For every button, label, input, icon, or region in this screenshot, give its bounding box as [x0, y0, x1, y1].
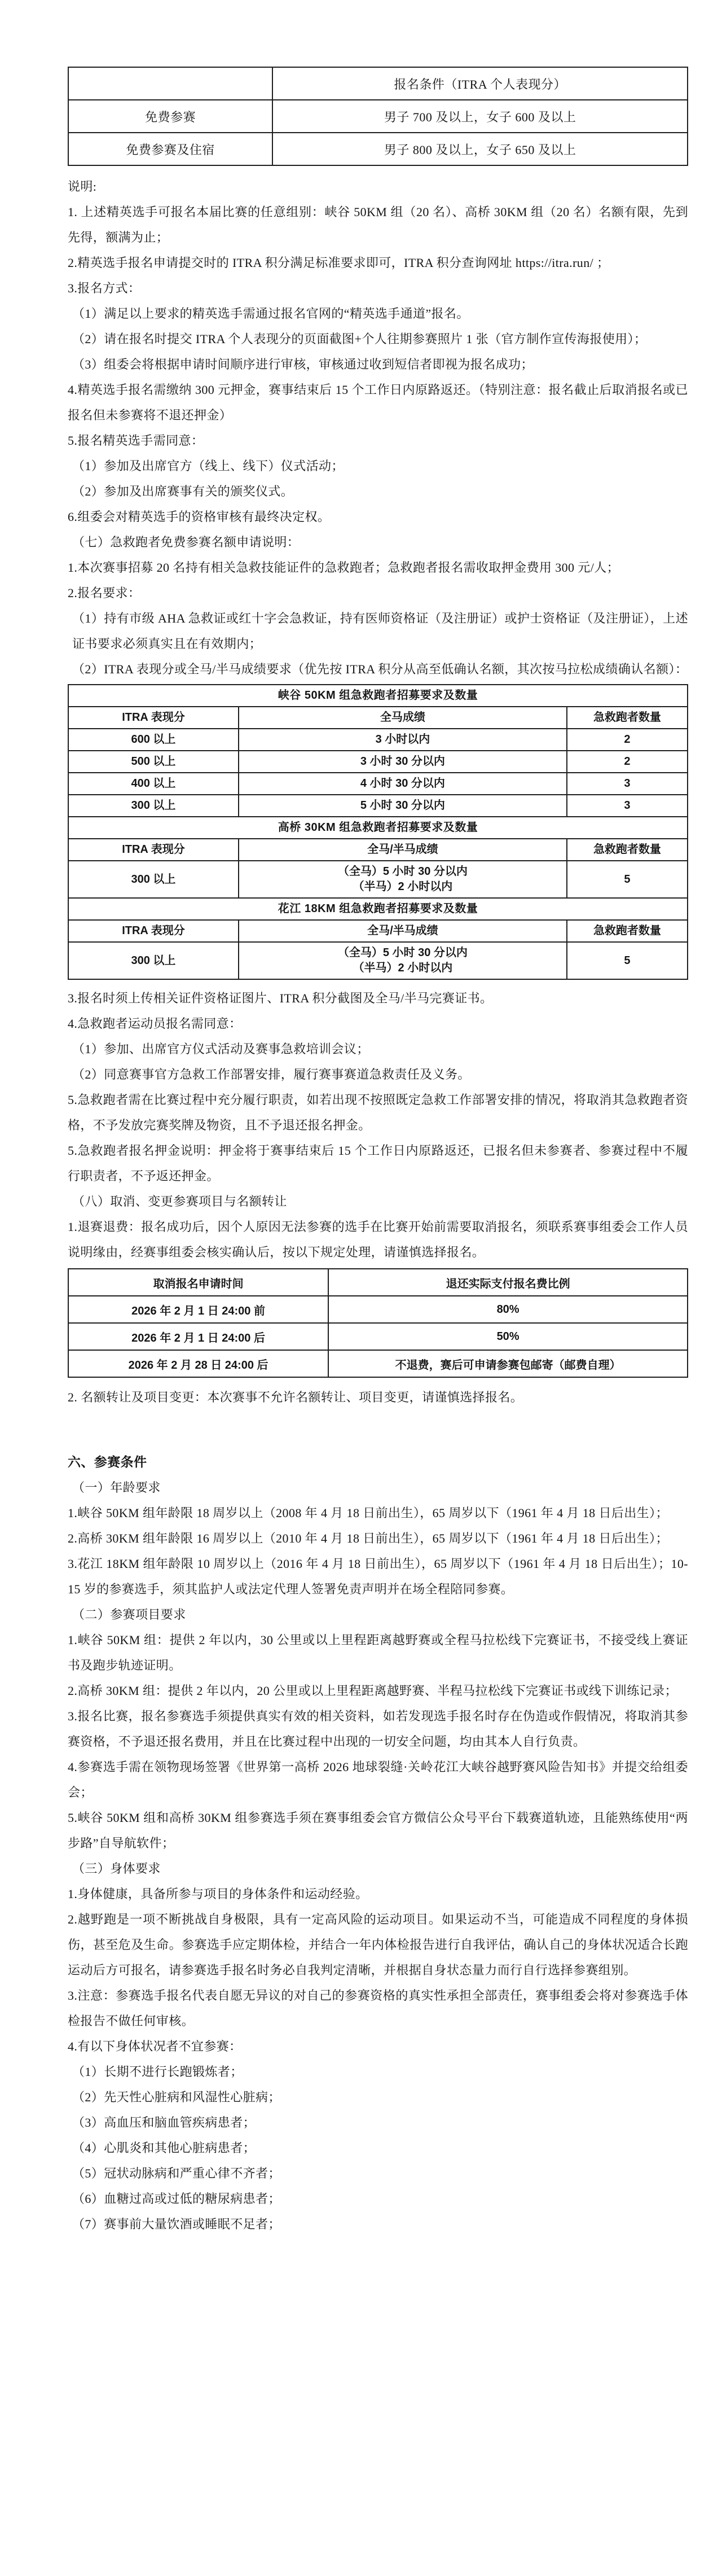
- elite-cell-blank: [68, 67, 272, 100]
- six-para-2: 1.峡谷 50KM 组年龄限 18 周岁以上（2008 年 4 月 18 日前出生），65 周岁以下（1961 年 4 月 18 日后出生）；: [68, 1506, 668, 1520]
- runner-count-cell: 2: [567, 729, 688, 751]
- marathon-result-cell: 3 小时 30 分以内: [239, 751, 567, 773]
- runner-count-cell: 5: [567, 861, 688, 898]
- column-header: 全马成绩: [239, 707, 567, 729]
- rescue-group-title-50km: 峡谷 50KM 组急救跑者招募要求及数量: [68, 685, 688, 707]
- refund-ratio-cell: 50%: [328, 1323, 688, 1350]
- six-para-15: 4.有以下身体状况者不宜参赛：: [68, 2039, 242, 2053]
- elite-cell-free-entry-lodging-score: 男子 800 及以上，女子 650 及以上: [272, 133, 688, 165]
- section-six-heading: 六、参赛条件: [68, 1455, 147, 1469]
- column-header: 急救跑者数量: [567, 920, 688, 942]
- intro-para-11: 6.组委会对精英选手的资格审核有最终决定权。: [68, 510, 331, 524]
- six-para-12: 1.身体健康，具备所参与项目的身体条件和运动经验。: [68, 1887, 368, 1901]
- mid-para-5: 5.急救跑者需在比赛过程中充分履行职责，如若出现不按照既定急救工作部署安排的情况，将取消其急救跑者资格，不予发放完赛奖牌及物资，且不予退还报名押金。: [68, 1093, 688, 1132]
- intro-para-3: 3.报名方式：: [68, 281, 141, 295]
- six-para-3: 2.高桥 30KM 组年龄限 16 周岁以上（2010 年 4 月 18 日前出生），65 周岁以下（1961 年 4 月 18 日后出生）；: [68, 1531, 668, 1545]
- column-header: 急救跑者数量: [567, 839, 688, 861]
- intro-para-8: 5.报名精英选手需同意：: [68, 433, 204, 448]
- intro-para-10: （2）参加及出席赛事有关的颁奖仪式。: [72, 484, 294, 498]
- six-para-7: 2.高桥 30KM 组：提供 2 年以内，20 公里或以上里程距离越野赛、半程马拉松线下完赛证书或线下训练记录；: [68, 1684, 677, 1698]
- cancel-change-heading: （八）取消、变更参赛项目与名额转让: [72, 1194, 287, 1208]
- elite-cell-condition-header: 报名条件（ITRA 个人表现分）: [272, 67, 688, 100]
- transfer-policy-para: 2. 名额转让及项目变更：本次赛事不允许名额转让、项目变更，请谨慎选择报名。: [68, 1390, 523, 1404]
- table-row: [68, 729, 688, 751]
- table-row: [68, 773, 688, 795]
- runner-count-cell: 5: [567, 942, 688, 979]
- refund-ratio-cell: 不退费，赛后可申请参赛包邮寄（邮费自理）: [328, 1350, 688, 1377]
- cancel-time-cell: 2026 年 2 月 28 日 24:00 后: [68, 1350, 328, 1377]
- six-para-9: 4.参赛选手需在领物现场签署《世界第一高桥 2026 地球裂缝·关岭花江大峡谷越野赛风险告知书》并提交给组委会；: [68, 1760, 688, 1799]
- mid-para-1: 3.报名时须上传相关证件资格证图片、ITRA 积分截图及全马/半马完赛证书。: [68, 991, 493, 1005]
- table-row: [68, 839, 688, 861]
- table-row: [68, 1269, 688, 1296]
- notes-heading: 说明:: [68, 179, 97, 194]
- cancel-time-cell: 2026 年 2 月 1 日 24:00 后: [68, 1323, 328, 1350]
- elite-condition-table: [68, 67, 688, 166]
- health-condition-6: （6）血糖过高或过低的糖尿病患者；: [72, 2192, 281, 2206]
- table-row: [68, 133, 688, 165]
- column-header: ITRA 表现分: [68, 707, 239, 729]
- column-header: 全马/半马成绩: [239, 839, 567, 861]
- itra-score-cell: 300 以上: [68, 942, 239, 979]
- table-row: [68, 898, 688, 920]
- mid-para-2: 4.急救跑者运动员报名需同意：: [68, 1017, 242, 1031]
- rescue-runner-heading: （七）急救跑者免费参赛名额申请说明：: [72, 535, 300, 549]
- six-para-6: 1.峡谷 50KM 组：提供 2 年以内，30 公里或以上里程距离越野赛或全程马拉松线下完赛证书，不接受线上赛证书及跑步轨迹证明。: [68, 1633, 688, 1672]
- intro-para-14: 2.报名要求：: [68, 586, 141, 600]
- itra-score-cell: 400 以上: [68, 773, 239, 795]
- rescue-group-title-18km: 花江 18KM 组急救跑者招募要求及数量: [68, 898, 688, 920]
- intro-para-9: （1）参加及出席官方（线上、线下）仪式活动；: [72, 459, 344, 473]
- runner-count-cell: 2: [567, 751, 688, 773]
- column-header: 退还实际支付报名费比例: [328, 1269, 688, 1296]
- health-condition-3: （3）高血压和脑血管疾病患者；: [72, 2115, 256, 2130]
- elite-cell-free-entry-lodging: 免费参赛及住宿: [68, 133, 272, 165]
- half-marathon-line: （半马）2 小时以内: [353, 962, 453, 974]
- table-row: [68, 707, 688, 729]
- table-row: [68, 920, 688, 942]
- runner-count-cell: 3: [567, 773, 688, 795]
- marathon-result-cell: [239, 861, 567, 898]
- six-para-8: 3.报名比赛，报名参赛选手须提供真实有效的相关资料，如若发现选手报名时存在伪造或作假情况，将取消其参赛资格，不予退还报名费用，并且在比赛过程中出现的一切安全问题，均由其本人自行负责。: [68, 1709, 688, 1749]
- six-para-10: 5.峡谷 50KM 组和高桥 30KM 组参赛选手须在赛事组委会官方微信公众号平台下载赛道轨迹，且能熟练使用“两步路”自导航软件；: [68, 1811, 688, 1850]
- itra-score-cell: 500 以上: [68, 751, 239, 773]
- marathon-result-cell: 5 小时 30 分以内: [239, 795, 567, 817]
- column-header: ITRA 表现分: [68, 920, 239, 942]
- intro-para-5: （2）请在报名时提交 ITRA 个人表现分的页面截图+个人往期参赛照片 1 张（官方制作宣传海报使用）；: [72, 332, 647, 346]
- six-para-14: 3.注意：参赛选手报名代表自愿无异议的对自己的参赛资格的真实性承担全部责任，赛事组委会将对参赛选手体检报告不做任何审核。: [68, 1988, 688, 2028]
- refund-table: [68, 1268, 688, 1378]
- six-para-4: 3.花江 18KM 组年龄限 10 周岁以上（2016 年 4 月 18 日前出生），65 周岁以下（1961 年 4 月 18 日后出生）；10-15 岁的参赛选手，须其监护人或法定代理人签署免责声明并在场全程陪同参赛。: [68, 1557, 688, 1596]
- rescue-runner-table: [68, 684, 688, 980]
- mid-para-8: 1.退赛退费：报名成功后，因个人原因无法参赛的选手在比赛开始前需要取消报名，须联系赛事组委会工作人员说明缘由，经赛事组委会核实确认后，按以下规定处理，请谨慎选择报名。: [68, 1220, 688, 1259]
- elite-cell-free-entry-score: 男子 700 及以上，女子 600 及以上: [272, 100, 688, 133]
- age-requirement-heading: （一）年龄要求: [72, 1480, 161, 1495]
- intro-para-1: 1. 上述精英选手可报名本届比赛的任意组别：峡谷 50KM 组（20 名）、高桥 30KM 组（20 名）名额有限，先到先得，额满为止；: [68, 205, 688, 244]
- table-row: [68, 751, 688, 773]
- full-marathon-line: （全马）5 小时 30 分以内: [337, 865, 468, 878]
- health-condition-1: （1）长期不进行长跑锻炼者；: [72, 2065, 243, 2079]
- marathon-result-cell: 4 小时 30 分以内: [239, 773, 567, 795]
- column-header: ITRA 表现分: [68, 839, 239, 861]
- intro-para-7: 4.精英选手报名需缴纳 300 元押金，赛事结束后 15 个工作日内原路返还。（特别注意：报名截止后取消报名或已报名但未参赛将不退还押金）: [68, 383, 688, 422]
- half-marathon-line: （半马）2 小时以内: [353, 880, 453, 893]
- intro-para-13: 1.本次赛事招募 20 名持有相关急救技能证件的急救跑者；急救跑者报名需收取押金费用 300 元/人；: [68, 560, 620, 575]
- table-row: [68, 817, 688, 839]
- intro-para-4: （1）满足以上要求的精英选手需通过报名官网的“精英选手通道”报名。: [72, 306, 469, 321]
- table-row: [68, 1350, 688, 1377]
- table-row: [68, 1296, 688, 1323]
- itra-score-cell: 300 以上: [68, 861, 239, 898]
- itra-score-cell: 300 以上: [68, 795, 239, 817]
- marathon-result-cell: 3 小时以内: [239, 729, 567, 751]
- rescue-group-title-30km: 高桥 30KM 组急救跑者招募要求及数量: [68, 817, 688, 839]
- health-condition-5: （5）冠状动脉病和严重心律不齐者；: [72, 2166, 281, 2180]
- intro-para-15: （1）持有市级 AHA 急救证或红十字会急救证，持有医师资格证（及注册证）或护士资格证（及注册证），上述证书要求必须真实且在有效期内；: [72, 611, 688, 651]
- table-row: [68, 942, 688, 979]
- elite-cell-free-entry: 免费参赛: [68, 100, 272, 133]
- refund-ratio-cell: 80%: [328, 1296, 688, 1323]
- physical-requirement-heading: （三）身体要求: [72, 1861, 161, 1876]
- event-requirement-heading: （二）参赛项目要求: [72, 1607, 186, 1622]
- table-row: [68, 67, 688, 100]
- column-header: 急救跑者数量: [567, 707, 688, 729]
- table-row: [68, 685, 688, 707]
- table-row: [68, 1323, 688, 1350]
- intro-para-6: （3）组委会将根据申请时间顺序进行审核，审核通过收到短信者即视为报名成功；: [72, 357, 534, 371]
- column-header: 取消报名申请时间: [68, 1269, 328, 1296]
- intro-para-16: （2）ITRA 表现分或全马/半马成绩要求（优先按 ITRA 积分从高至低确认名额，其次按马拉松成绩确认名额）：: [72, 662, 688, 676]
- intro-para-2: 2.精英选手报名申请提交时的 ITRA 积分满足标准要求即可，ITRA 积分查询网址 https://itra.run/ ；: [68, 256, 610, 270]
- mid-para-4: （2）同意赛事官方急救工作部署安排，履行赛事赛道急救责任及义务。: [72, 1067, 470, 1081]
- full-marathon-line: （全马）5 小时 30 分以内: [337, 947, 468, 959]
- health-condition-2: （2）先天性心脏病和风湿性心脏病；: [72, 2090, 281, 2104]
- table-row: [68, 795, 688, 817]
- six-para-13: 2.越野跑是一项不断挑战自身极限，具有一定高风险的运动项目。如果运动不当，可能造成不同程度的身体损伤，甚至危及生命。参赛选手应定期体检，并结合一年内体检报告进行自我评估，确认自己的身体状况适合长跑运动后方可报名，请参赛选手报名时务必自我判定清晰，并根据自身状态量力而行自行选择参赛组别。: [68, 1912, 688, 1977]
- mid-para-6: 5.急救跑者报名押金说明：押金将于赛事结束后 15 个工作日内原路返还，已报名但未参赛者、参赛过程中不履行职责者，不予返还押金。: [68, 1144, 688, 1183]
- marathon-result-cell: [239, 942, 567, 979]
- itra-score-cell: 600 以上: [68, 729, 239, 751]
- table-row: [68, 100, 688, 133]
- health-condition-4: （4）心肌炎和其他心脏病患者；: [72, 2141, 256, 2155]
- health-condition-7: （7）赛事前大量饮酒或睡眠不足者；: [72, 2217, 281, 2231]
- runner-count-cell: 3: [567, 795, 688, 817]
- table-row: [68, 861, 688, 898]
- column-header: 全马/半马成绩: [239, 920, 567, 942]
- cancel-time-cell: 2026 年 2 月 1 日 24:00 前: [68, 1296, 328, 1323]
- mid-para-3: （1）参加、出席官方仪式活动及赛事急救培训会议；: [72, 1042, 369, 1056]
